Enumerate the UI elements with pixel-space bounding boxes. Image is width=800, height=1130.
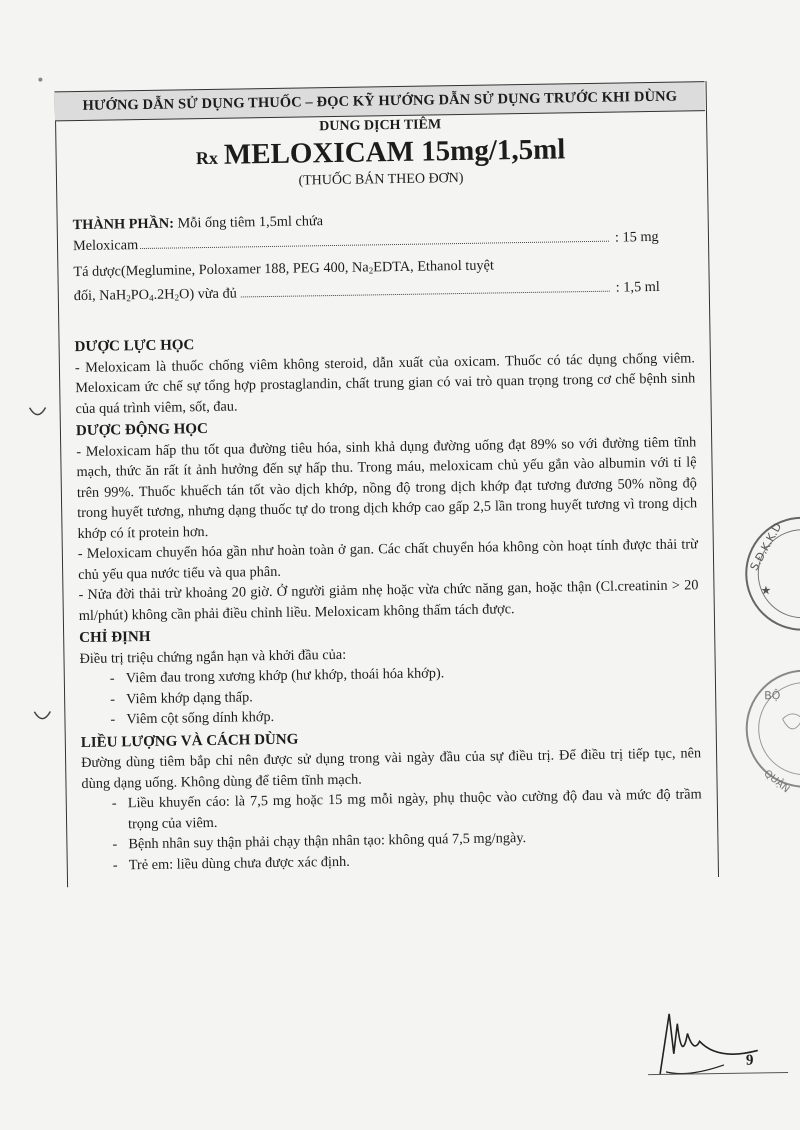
list-item: - Viêm đau trong xương khớp (hư khớp, thoái hóa khớp). xyxy=(110,659,700,689)
excipient-amount: : 1,5 ml xyxy=(615,278,660,296)
list-item: - Viêm khớp dạng thấp. xyxy=(110,680,700,710)
indications-intro: Điều trị triệu chứng ngắn hạn và khởi đầu của: xyxy=(79,646,347,667)
svg-text:BỘ: BỘ xyxy=(764,689,781,703)
pharmacokinetics-paragraph-3: - Nửa đời thải trừ khoảng 20 giờ. Ở người giảm nhẹ hoặc vừa chức năng gan, hoặc thận (Cl.creatinin > 20 ml/phút) không cần phải điều chỉnh liều. Meloxicam không thấm tách được. xyxy=(78,577,699,624)
dot-leader xyxy=(140,240,609,248)
warning-header-text: HƯỚNG DẪN SỬ DỤNG THUỐC – ĐỌC KỸ HƯỚNG DẪN SỬ DỤNG TRƯỚC KHI DÙNG xyxy=(82,88,678,114)
svg-text:S.Đ.K.K.D: S.Đ.K.K.D xyxy=(747,520,785,573)
excipient-text: O) vừa đủ xyxy=(178,285,237,302)
active-ingredient-amount: : 15 mg xyxy=(614,228,659,246)
dot-leader xyxy=(241,290,610,297)
dosage-heading: LIỀU LƯỢNG VÀ CÁCH DÙNG xyxy=(80,731,299,751)
subscript: 2 xyxy=(368,265,374,276)
excipient-text: Tá dược(Meglumine, Poloxamer 188, PEG 400, Na xyxy=(73,259,369,281)
indications-heading: CHỈ ĐỊNH xyxy=(79,628,151,647)
pharmacodynamics-heading: DƯỢC LỰC HỌC xyxy=(74,337,195,356)
composition-heading: THÀNH PHẦN: xyxy=(72,215,175,234)
pharmacokinetics-paragraph-1: - Meloxicam hấp thu tốt qua đường tiêu hóa, sinh khả dụng đường uống đạt 89% so với đường tiêm tĩnh mạch, thức ăn rất ít ảnh hưởng đến sự hấp thu. Trong máu, meloxicam chủ yếu gắn vào albumin với tỉ lệ trên 99%. Thuốc khuếch tán tốt vào dịch khớp, nồng độ trong dịch khớp đạt tương đương 50% nồng độ trong huyết tương, nhưng dạng thuốc tự do trong dịch khớp cao gấp 2,5 lần trong huyết tương vì trong dịch khớp có ít protein hơn. xyxy=(76,433,698,542)
leaflet-content xyxy=(73,205,703,876)
dosage-form-subtitle: DUNG DỊCH TIÊM xyxy=(319,117,442,135)
rx-symbol: Rx xyxy=(195,147,219,169)
subscript: 2 xyxy=(174,291,180,303)
pharmacokinetics-heading: DƯỢC ĐỘNG HỌC xyxy=(75,421,208,440)
dosage-list xyxy=(82,784,703,876)
registration-stamp-seal xyxy=(739,498,800,649)
excipient-line-2 xyxy=(74,283,237,309)
dosage-intro: Đường dùng tiêm bắp chỉ nên được sử dụng trong vài ngày đầu của sự điều trị. Để điều trị tiếp tục, nên dùng dạng uống. Không dùng để tiêm tĩnh mạch. xyxy=(81,745,702,792)
subscript: 2 xyxy=(126,292,131,303)
list-item: - Bệnh nhân suy thận phải chạy thận nhân tạo: không quá 7,5 mg/ngày. xyxy=(112,825,702,855)
corner-mark xyxy=(38,78,42,82)
indications-list xyxy=(80,659,701,730)
excipient-text: EDTA, Ethanol tuyệt xyxy=(373,257,495,276)
subscript: 4 xyxy=(148,292,154,303)
page-number: 9 xyxy=(745,1052,754,1069)
active-ingredient-name: Meloxicam xyxy=(72,236,139,254)
excipient-text: đối, NaH xyxy=(73,286,127,304)
composition-intro: Mỗi ống tiêm 1,5ml chứa xyxy=(177,213,324,232)
pharmacodynamics-text: - Meloxicam là thuốc chống viêm không steroid, dẫn xuất của oxicam. Thuốc có tác dụng chống viêm. Meloxicam ức chế sự tổng hợp prostaglandin, chất trung gian có vai trò quan trọng trong cơ chế bệnh sinh của quá trình viêm, sốt, đau. xyxy=(74,349,696,417)
list-item: - Trẻ em: liều dùng chưa được xác định. xyxy=(113,846,703,876)
handwritten-signature xyxy=(647,992,768,1084)
punch-hole-mark xyxy=(32,709,52,725)
svg-text:★: ★ xyxy=(760,583,772,598)
product-name: MELOXICAM 15mg/1,5ml xyxy=(223,133,566,171)
pharmacokinetics-paragraph-2: - Meloxicam chuyển hóa gần như hoàn toàn ở gan. Các chất chuyển hóa không còn hoạt tính được thải trừ chủ yếu qua nước tiểu và qua phân. xyxy=(77,536,698,583)
list-item: - Liều khuyến cáo: là 7,5 mg hoặc 15 mg mỗi ngày, phụ thuộc vào cường độ đau và mức độ trầm trọng của viêm. xyxy=(112,784,703,834)
excipient-text: PO xyxy=(130,286,150,303)
svg-text:QUẬN: QUẬN xyxy=(761,768,792,796)
punch-hole-mark xyxy=(28,406,48,422)
ministry-stamp-seal xyxy=(741,649,800,800)
prescription-note: (THUỐC BÁN THEO ĐƠN) xyxy=(298,170,464,189)
list-item: - Viêm cột sống dính khớp. xyxy=(110,700,700,730)
excipient-text: .2H xyxy=(153,286,175,303)
